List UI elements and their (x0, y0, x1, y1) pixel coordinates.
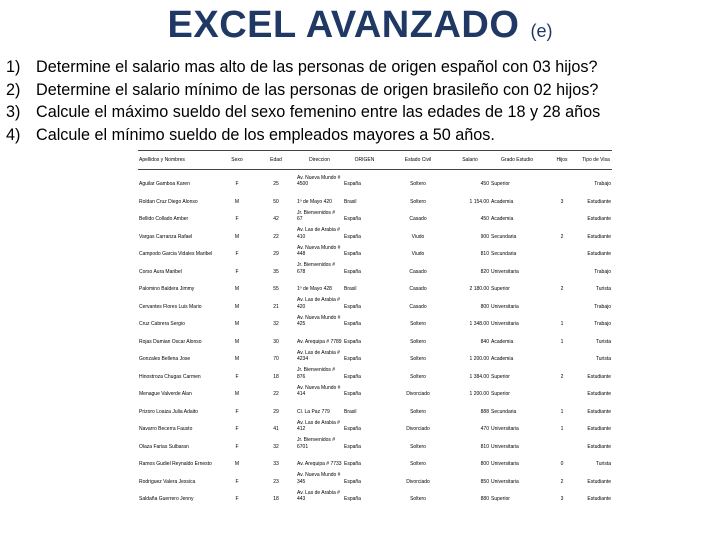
column-header-age: Edad (256, 151, 296, 170)
cell-origin: España (344, 233, 361, 240)
cell-marital: Casado (409, 268, 427, 275)
table-row (138, 345, 612, 363)
cell-children (544, 240, 580, 258)
cell-salary: 450 (480, 181, 489, 187)
cell-address: Av. Las de Arabia # 443 (297, 489, 340, 502)
question-number: 3) (6, 103, 21, 121)
cell-name: Saldaña Guerrero Jenny (139, 496, 194, 502)
cell-name: Roldan Cruz Diego Alonso (139, 198, 198, 205)
column-header-sex: Sexo (218, 151, 256, 170)
column-header-children: Hijos (544, 151, 580, 170)
cell-address: Jr. Bienvenidos # 6701 (297, 437, 336, 450)
table-row (138, 293, 612, 311)
cell-marital: Soltero (410, 443, 426, 450)
cell-name: Cervantes Flores Luis Mario (139, 303, 202, 310)
cell-education: Academia (491, 216, 514, 222)
cell-address: Av. Las de Arabia # 4234 (297, 349, 340, 362)
question-item (6, 101, 718, 124)
table-row (138, 258, 612, 276)
cell-sex: F (235, 478, 239, 485)
cell-marital: Soltero (410, 408, 426, 415)
cell-sex: M (234, 461, 240, 467)
cell-name: Aguilar Gamboa Karen (139, 181, 190, 187)
cell-address: Jr. Bienvenidos # 67 (297, 209, 336, 222)
cell-education: Superior (491, 286, 510, 292)
cell-origin: España (344, 391, 361, 397)
cell-children: 1 (560, 426, 564, 432)
cell-origin: Brasil (344, 286, 357, 292)
cell-salary: 850 (480, 478, 489, 485)
cell-sex: F (235, 496, 239, 502)
cell-education: Universitaria (491, 461, 519, 467)
cell-age: 22 (273, 233, 279, 240)
cell-children: 2 (560, 233, 564, 240)
cell-visa: Trabajo (594, 321, 611, 327)
cell-sex: F (235, 408, 239, 415)
cell-children: 2 (560, 373, 564, 380)
column-header-visa: Tipo de Visa (580, 151, 612, 170)
cell-children: 2 (560, 478, 564, 485)
cell-visa: Trabajo (594, 268, 611, 275)
cell-salary: 450 (480, 216, 489, 222)
table-row (138, 240, 612, 258)
cell-marital: Divorciado (406, 426, 430, 432)
cell-marital: Divorciado (406, 478, 430, 485)
table-row (138, 380, 612, 398)
question-text: Calcule el mínimo sueldo de los empleados mayores a 50 años. (36, 125, 495, 144)
cell-education: Universitaria (491, 268, 519, 275)
cell-address: 1º de Mayo 428 (297, 286, 332, 292)
column-header-origin: ORIGEN (343, 151, 386, 170)
table-row (138, 398, 612, 416)
cell-marital: Casado (409, 286, 427, 292)
cell-salary: 880 (480, 496, 489, 502)
cell-origin: España (344, 426, 361, 432)
cell-origin: España (344, 443, 361, 450)
cell-sex: F (235, 373, 239, 380)
cell-age: 70 (273, 356, 279, 362)
cell-salary: 1 154.00 (469, 198, 489, 205)
cell-marital: Divorciado (406, 391, 430, 397)
employee-table (138, 150, 612, 503)
cell-education: Secundaria (491, 408, 517, 415)
cell-age: 42 (273, 216, 279, 222)
cell-name: Navarro Becerra Fausto (139, 426, 193, 432)
cell-address: Av. Nueva Mundo # 4500 (297, 174, 341, 187)
cell-name: Cruz Cabrera Sergio (139, 321, 185, 327)
cell-salary: 1 200.00 (469, 391, 489, 397)
column-header-marital: Estado Civil (386, 151, 450, 170)
cell-salary: 900 (480, 233, 489, 240)
question-text: Determine el salario mínimo de las personas de origen brasileño con 02 hijos? (36, 80, 599, 99)
cell-origin: Brasil (344, 198, 357, 205)
question-text: Determine el salario mas alto de las personas de origen español con 03 hijos? (36, 58, 598, 76)
cell-origin: España (344, 496, 361, 502)
column-header-name: Apellidos y Nombres (138, 151, 218, 170)
cell-origin: España (344, 268, 361, 275)
cell-age: 41 (273, 426, 279, 432)
cell-children (544, 205, 580, 223)
cell-sex: F (235, 216, 239, 222)
cell-name: Olaza Farias Sulbaran (139, 443, 189, 450)
cell-visa: Estudiante (587, 478, 611, 485)
cell-sex: M (234, 321, 240, 327)
cell-age: 35 (273, 268, 279, 275)
cell-children: 3 (560, 496, 564, 502)
cell-marital: Casado (409, 216, 427, 222)
cell-origin: España (344, 303, 361, 310)
cell-education: Superior (491, 496, 510, 502)
cell-marital: Viudo (411, 233, 425, 240)
cell-children: 2 (560, 286, 564, 292)
cell-marital: Soltero (410, 198, 426, 205)
cell-name: Hinostroza Chugas Carmen (139, 373, 201, 380)
cell-origin: España (344, 478, 361, 485)
cell-visa: Estudiante (587, 373, 611, 380)
cell-visa: Estudiante (587, 198, 611, 205)
column-header-salary: Salario (450, 151, 490, 170)
cell-address: Av. Nueva Mundo # 425 (297, 314, 341, 327)
question-item (6, 124, 718, 147)
cell-sex: M (234, 233, 240, 240)
cell-salary: 800 (480, 303, 489, 310)
question-number: 2) (6, 80, 21, 99)
cell-age: 22 (273, 391, 279, 397)
cell-education: Universitaria (491, 478, 519, 485)
cell-visa: Turista (595, 286, 611, 292)
cell-salary: 840 (480, 338, 489, 345)
table-row (138, 450, 612, 468)
question-item (6, 56, 718, 79)
cell-children (544, 433, 580, 451)
cell-sex: F (235, 181, 239, 187)
cell-salary: 800 (480, 461, 489, 467)
cell-name: Vargas Carranza Rafael (139, 233, 193, 240)
cell-age: 33 (273, 461, 279, 467)
cell-children: 3 (560, 198, 564, 205)
cell-address: Av. Nueva Mundo # 448 (297, 244, 341, 257)
table-row (138, 415, 612, 433)
cell-salary: 820 (480, 268, 489, 275)
cell-sex: F (235, 443, 239, 450)
cell-address: Av. Arequipa # 7733 (297, 461, 342, 467)
cell-origin: España (344, 321, 361, 327)
cell-name: Gonzales Bellena Jose (139, 356, 191, 362)
cell-marital: Viudo (411, 251, 425, 257)
cell-visa: Turista (595, 338, 611, 345)
cell-name: Ramos Gudiel Reynaldo Ernesto (139, 461, 212, 467)
cell-marital: Soltero (410, 338, 426, 345)
cell-origin: España (344, 181, 361, 187)
cell-origin: España (344, 356, 361, 362)
table-row (138, 468, 612, 486)
cell-origin: España (344, 338, 361, 345)
cell-age: 25 (273, 181, 279, 187)
table-row (138, 205, 612, 223)
cell-education: Universitaria (491, 321, 519, 327)
table-row (138, 328, 612, 346)
question-item (6, 79, 718, 102)
cell-address: Jr. Bienvenidos # 678 (297, 262, 336, 275)
cell-visa: Estudiante (587, 251, 611, 257)
cell-sex: F (235, 251, 239, 257)
cell-children: 1 (560, 338, 564, 345)
cell-marital: Soltero (410, 373, 426, 380)
cell-marital: Soltero (410, 181, 426, 187)
cell-origin: España (344, 251, 361, 257)
question-list (6, 56, 718, 146)
cell-children (544, 380, 580, 398)
cell-salary: 470 (480, 426, 489, 432)
cell-education: Superior (491, 391, 510, 397)
question-number: 4) (6, 125, 21, 144)
table-row (138, 170, 612, 188)
cell-education: Universitaria (491, 443, 519, 450)
cell-education: Academia (491, 356, 514, 362)
cell-children: 0 (560, 461, 564, 467)
cell-sex: F (235, 426, 239, 432)
cell-name: Rodriguez Valera Jessica (139, 478, 196, 485)
cell-age: 18 (273, 373, 279, 380)
cell-education: Academia (491, 198, 514, 205)
cell-name: Corso Aura Maribel (139, 268, 182, 275)
employee-sheet (138, 150, 612, 536)
title-main: EXCEL AVANZADO (167, 4, 520, 46)
cell-visa: Estudiante (587, 391, 611, 397)
cell-education: Academia (491, 338, 514, 345)
cell-marital: Casado (409, 303, 427, 310)
cell-name: Menague Valverde Alan (139, 391, 192, 397)
cell-salary: 810 (480, 251, 489, 257)
cell-address: Av. Nueva Mundo # 414 (297, 384, 341, 397)
table-row (138, 275, 612, 293)
cell-origin: España (344, 216, 361, 222)
page-title (0, 4, 720, 47)
cell-children (544, 293, 580, 311)
cell-education: Universitaria (491, 303, 519, 310)
table-row (138, 223, 612, 241)
cell-marital: Soltero (410, 356, 426, 362)
cell-marital: Soltero (410, 321, 426, 327)
cell-address: Av. Las de Arabia # 412 (297, 419, 340, 432)
cell-address: 1º de Mayo 420 (297, 198, 332, 205)
cell-salary: 1 200.00 (469, 356, 489, 362)
cell-address: Av. Las de Arabia # 410 (297, 227, 340, 240)
cell-visa: Estudiante (587, 496, 611, 502)
cell-origin: Brasil (344, 408, 357, 415)
cell-sex: F (235, 268, 239, 275)
cell-sex: M (234, 391, 240, 397)
cell-visa: Turista (595, 356, 611, 362)
cell-address: Av. Arequipa # 7789 (297, 338, 342, 345)
cell-name: Campodo Garcia Vidales Maribel (139, 251, 213, 257)
cell-age: 32 (273, 321, 279, 327)
cell-children: 1 (560, 321, 564, 327)
cell-age: 32 (273, 443, 279, 450)
cell-address: Av. Las de Arabia # 420 (297, 297, 340, 310)
cell-address: Av. Nueva Mundo # 345 (297, 472, 341, 485)
cell-age: 21 (273, 303, 279, 310)
cell-children: 1 (560, 408, 564, 415)
cell-name: Prizoro Loaiza Julia Adaito (139, 408, 198, 415)
cell-visa: Turista (595, 461, 611, 467)
cell-marital: Soltero (410, 496, 426, 502)
cell-sex: M (234, 286, 240, 292)
cell-sex: M (234, 338, 240, 345)
cell-education: Secundaria (491, 233, 517, 240)
cell-salary: 1 348.00 (469, 321, 489, 327)
cell-age: 29 (273, 251, 279, 257)
cell-name: Rojas Damian Oscar Alonso (139, 338, 202, 345)
cell-visa: Estudiante (587, 233, 611, 240)
cell-visa: Estudiante (587, 426, 611, 432)
column-header-education: Grado Estudio (490, 151, 544, 170)
cell-origin: España (344, 373, 361, 380)
cell-sex: M (234, 356, 240, 362)
cell-education: Superior (491, 373, 510, 380)
table-row (138, 363, 612, 381)
cell-age: 55 (273, 286, 279, 292)
cell-age: 18 (273, 496, 279, 502)
cell-children (544, 258, 580, 276)
cell-age: 50 (273, 198, 279, 205)
cell-age: 29 (273, 408, 279, 415)
cell-sex: M (234, 303, 240, 310)
cell-education: Superior (491, 181, 510, 187)
cell-salary: 1 384.00 (469, 373, 489, 380)
cell-name: Palomino Baldera Jimmy (139, 286, 195, 292)
cell-age: 23 (273, 478, 279, 485)
cell-address: Jr. Bienvenidos # 876 (297, 367, 336, 380)
cell-visa: Estudiante (587, 408, 611, 415)
cell-address: Cl. La Paz 779 (297, 408, 330, 415)
question-text: Calcule el máximo sueldo del sexo femenino entre las edades de 18 y 28 años (36, 103, 601, 121)
table-row (138, 433, 612, 451)
title-sub: (e) (530, 21, 553, 41)
cell-education: Universitaria (491, 426, 519, 432)
cell-visa: Trabajo (594, 181, 611, 187)
table-row (138, 485, 612, 503)
cell-education: Secundaria (491, 251, 517, 257)
table-row (138, 188, 612, 206)
table-header-row (138, 151, 612, 170)
cell-age: 30 (273, 338, 279, 345)
cell-salary: 888 (480, 408, 489, 415)
column-header-address: Direccion (296, 151, 343, 170)
cell-origin: España (344, 461, 361, 467)
cell-visa: Estudiante (587, 443, 611, 450)
cell-sex: M (234, 198, 240, 205)
cell-visa: Estudiante (587, 216, 611, 222)
cell-salary: 810 (480, 443, 489, 450)
cell-marital: Soltero (410, 461, 426, 467)
cell-visa: Trabajo (594, 303, 611, 310)
cell-children (544, 345, 580, 363)
cell-children (544, 170, 580, 188)
table-row (138, 310, 612, 328)
cell-name: Bellido Collado Amber (139, 216, 189, 222)
cell-salary: 2 180.00 (469, 286, 489, 292)
question-number: 1) (6, 58, 21, 76)
